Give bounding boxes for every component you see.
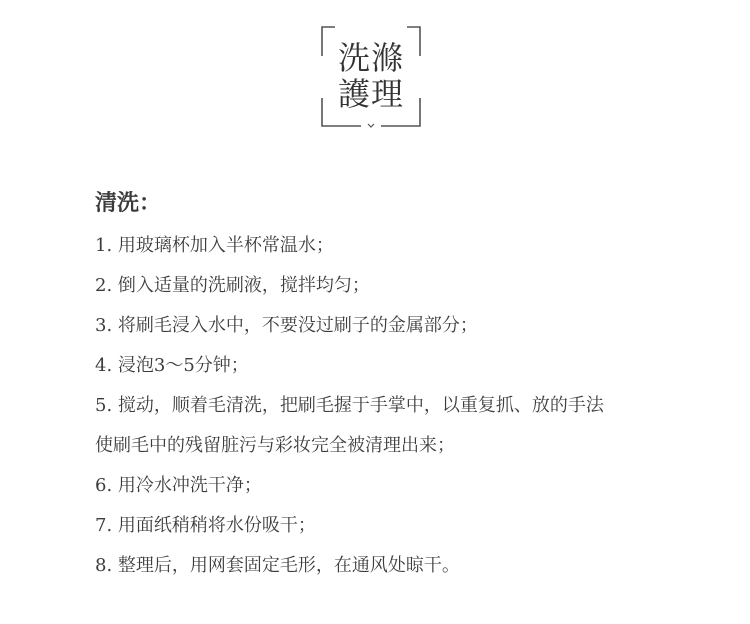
list-item: 7. 用面纸稍稍将水份吸干； [95, 515, 316, 536]
page-title-line-2: 護理 [337, 75, 404, 113]
page-title-line-1: 洗滌 [337, 39, 404, 77]
title-frame [321, 26, 421, 128]
steps-list [95, 226, 695, 586]
list-item: 5. 搅动，顺着毛清洗，把刷毛握于手掌中，以重复抓、放的手法 [95, 395, 604, 416]
list-item: 使刷毛中的残留脏污与彩妆完全被清理出来； [95, 435, 455, 456]
list-item: 2. 倒入适量的洗刷液，搅拌均匀； [95, 275, 370, 296]
list-item: 6. 用冷水冲洗干净； [95, 475, 262, 496]
list-item: 3. 将刷毛浸入水中，不要没过刷子的金属部分； [95, 315, 478, 336]
list-item: 1. 用玻璃杯加入半杯常温水； [95, 235, 334, 256]
list-item: 8. 整理后，用网套固定毛形，在通风处晾干。 [95, 555, 460, 576]
list-item: 4. 浸泡3～5分钟； [95, 355, 249, 376]
section-heading: 清洗： [95, 191, 162, 216]
